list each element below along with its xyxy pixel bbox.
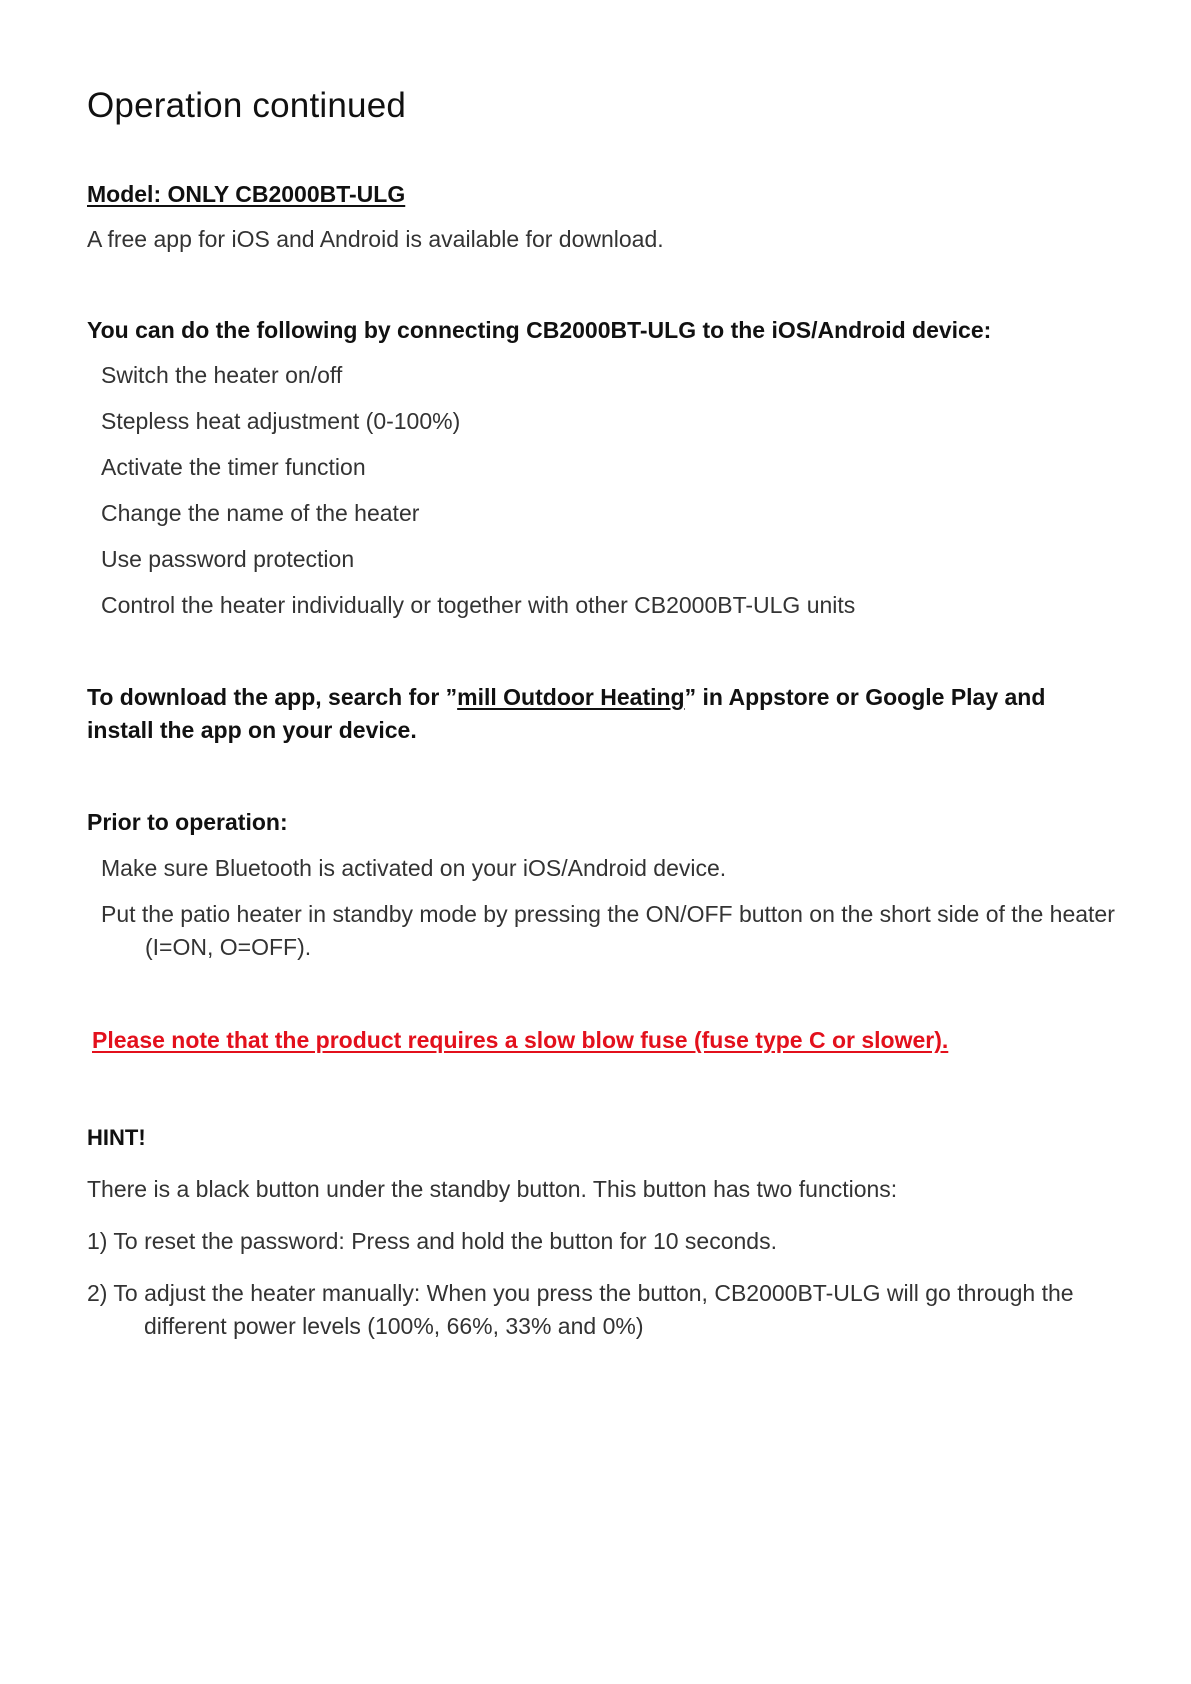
feature-item: Switch the heater on/off bbox=[101, 362, 343, 388]
hint-item: 1) To reset the password: Press and hold the button for 10 seconds. bbox=[87, 1228, 777, 1254]
prior-operation-heading: Prior to operation: bbox=[87, 809, 288, 835]
app-intro-text: A free app for iOS and Android is available for download. bbox=[87, 226, 664, 252]
hint-heading: HINT! bbox=[87, 1125, 146, 1150]
page-title: Operation continued bbox=[87, 86, 407, 125]
download-instructions bbox=[87, 681, 1117, 747]
model-heading: Model: ONLY CB2000BT-ULG bbox=[87, 181, 406, 207]
feature-item: Stepless heat adjustment (0-100%) bbox=[101, 408, 461, 434]
feature-item: Activate the timer function bbox=[101, 454, 366, 480]
download-suffix: ” in Appstore or Google Play and install the app on your device. bbox=[87, 684, 1046, 743]
feature-item: Control the heater individually or together with other CB2000BT-ULG units bbox=[101, 592, 856, 618]
feature-item: Use password protection bbox=[101, 546, 355, 572]
features-heading: You can do the following by connecting CB2000BT-ULG to the iOS/Android device: bbox=[87, 317, 992, 343]
feature-item: Change the name of the heater bbox=[101, 500, 420, 526]
download-prefix: To download the app, search for ” bbox=[87, 684, 458, 710]
app-search-link[interactable]: mill Outdoor Heating bbox=[457, 684, 685, 710]
prior-item: Put the patio heater in standby mode by pressing the ON/OFF button on the short side of the heater (I=ON, O=OFF). bbox=[101, 901, 1115, 960]
prior-item: Make sure Bluetooth is activated on your iOS/Android device. bbox=[101, 855, 727, 881]
hint-item: 2) To adjust the heater manually: When you press the button, CB2000BT-ULG will go through the different power levels (100%, 66%, 33% and 0%) bbox=[87, 1280, 1074, 1339]
hint-intro-text: There is a black button under the standby button. This button has two functions: bbox=[87, 1176, 898, 1202]
fuse-warning: Please note that the product requires a slow blow fuse (fuse type C or slower). bbox=[92, 1027, 949, 1053]
